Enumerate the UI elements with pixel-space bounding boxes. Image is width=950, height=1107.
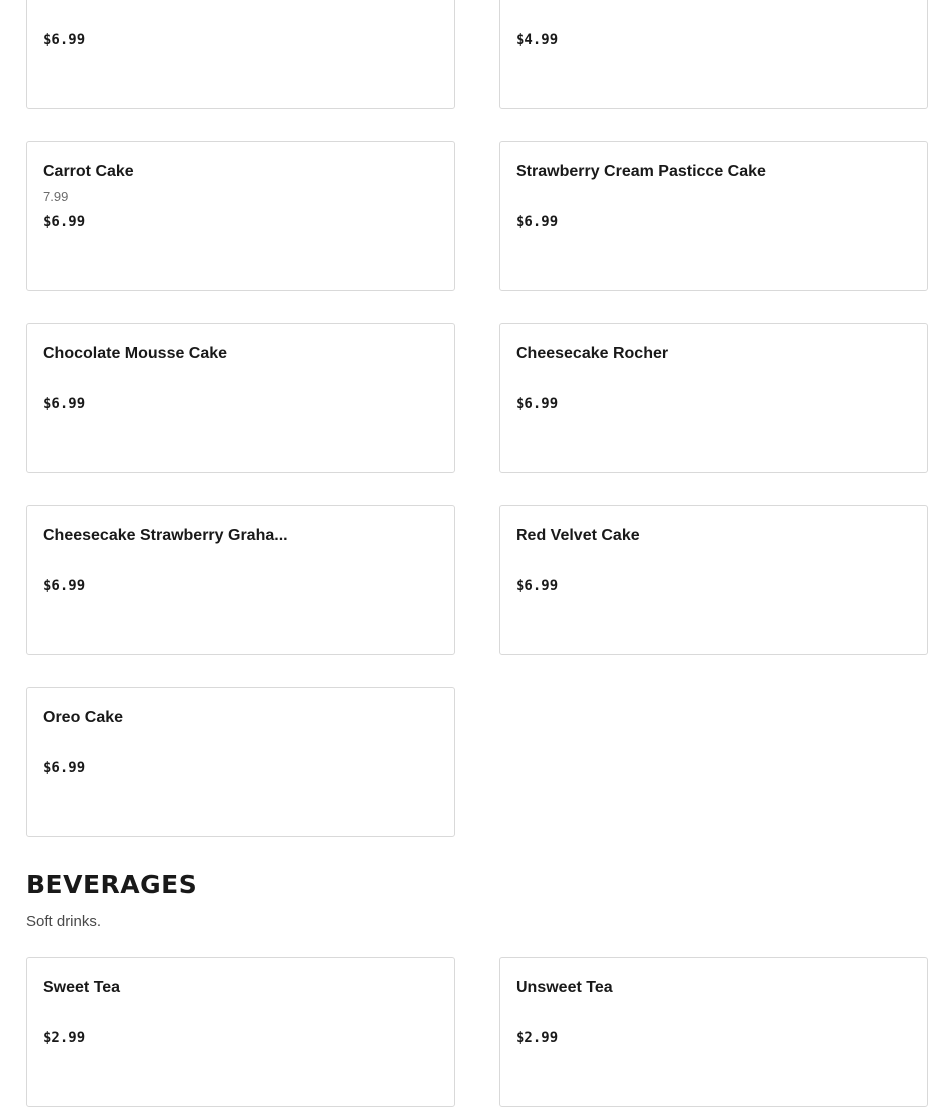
menu-item-price: $6.99 <box>516 214 559 230</box>
menu-item-name: Unsweet Tea <box>516 979 613 996</box>
menu-item-card[interactable] <box>26 141 455 291</box>
menu-item-card[interactable] <box>26 687 455 837</box>
menu-item-name: Cheesecake Strawberry Graha... <box>43 527 288 544</box>
menu-item-card[interactable] <box>26 505 455 655</box>
menu-item-price: $6.99 <box>43 396 86 412</box>
menu-item-price: $2.99 <box>516 1030 559 1046</box>
menu-item-name: Red Velvet Cake <box>516 527 640 544</box>
menu-item-price: $6.99 <box>43 578 86 594</box>
menu-item-price: $2.99 <box>43 1030 86 1046</box>
menu-item-card[interactable] <box>499 0 928 109</box>
menu-item-price: $6.99 <box>43 760 86 776</box>
menu-item-price: $6.99 <box>516 396 559 412</box>
menu-item-name: Sweet Tea <box>43 979 121 996</box>
section-subtitle: Soft drinks. <box>26 913 102 930</box>
section-title: BEVERAGES <box>26 870 198 899</box>
menu-item-name: Strawberry Cream Pasticce Cake <box>516 163 766 180</box>
menu-item-card[interactable] <box>499 323 928 473</box>
menu-item-card[interactable] <box>26 0 455 109</box>
menu-item-price: $6.99 <box>43 214 86 230</box>
menu-item-name: Chocolate Mousse Cake <box>43 345 228 362</box>
menu-item-name: Oreo Cake <box>43 709 124 726</box>
menu-item-card[interactable] <box>499 141 928 291</box>
menu-item-price: $6.99 <box>516 578 559 594</box>
menu-item-description: 7.99 <box>43 189 69 204</box>
menu-item-card[interactable] <box>499 505 928 655</box>
menu-item-card[interactable] <box>499 957 928 1107</box>
menu-item-card[interactable] <box>26 957 455 1107</box>
menu-item-name: Carrot Cake <box>43 163 134 180</box>
menu-item-price: $4.99 <box>516 32 559 48</box>
menu-item-card[interactable] <box>26 323 455 473</box>
menu-item-price: $6.99 <box>43 32 86 48</box>
menu-item-name: Cheesecake Rocher <box>516 345 669 362</box>
